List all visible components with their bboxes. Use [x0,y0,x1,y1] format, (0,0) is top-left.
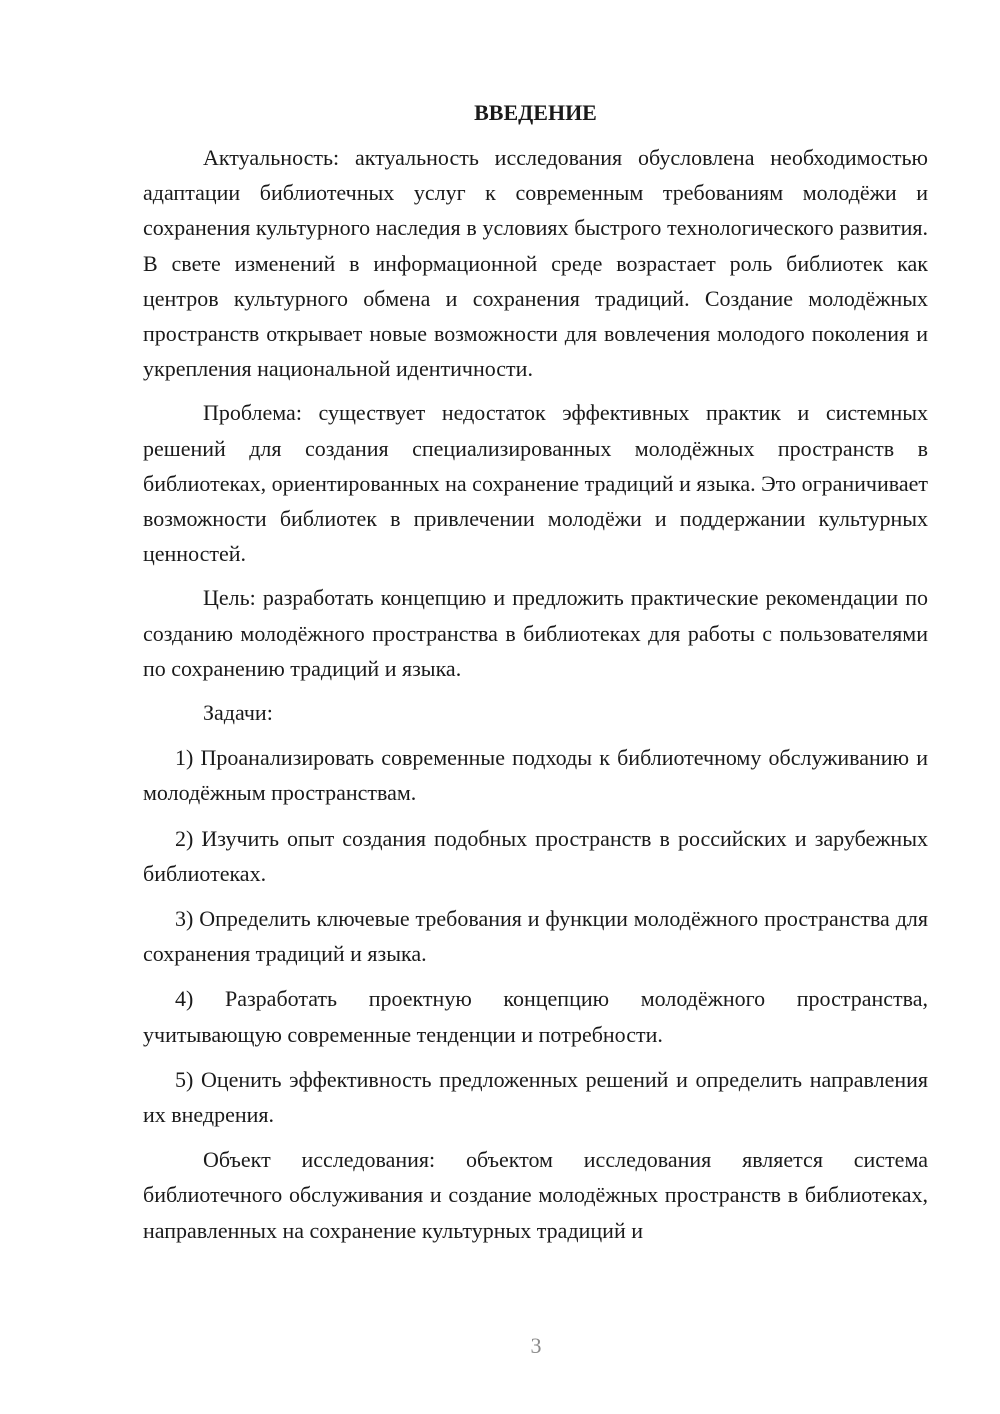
task-item-4: 4) Разработать проектную концепцию молодёжного пространства, учитывающую современные тенденции и потребности. [143,986,928,1047]
paragraph-goal: Цель: разработать концепцию и предложить практические рекомендации по созданию молодёжного пространства в библиотеках для работы с пользователями по сохранению традиций и языка. [143,585,928,681]
document-body [143,95,928,1248]
task-item-1: 1) Проанализировать современные подходы к библиотечному обслуживанию и молодёжным пространствам. [143,745,928,806]
paragraph-problem: Проблема: существует недостаток эффективных практик и системных решений для создания специализированных молодёжных пространств в библиотеках, ориентированных на сохранение традиций и языка. Это ограничивает возможности библиотек в привлечении молодёжи и поддержании культурных ценностей. [143,400,928,567]
task-item-5: 5) Оценить эффективность предложенных решений и определить направления их внедрения. [143,1066,928,1128]
section-title: ВВЕДЕНИЕ [474,100,597,125]
page-number: 3 [530,1333,542,1358]
tasks-heading: Задачи: [203,700,273,726]
task-item-3: 3) Определить ключевые требования и функции молодёжного пространства для сохранения традиций и языка. [143,906,928,967]
paragraph-object: Объект исследования: объектом исследования является система библиотечного обслуживания и создание молодёжных пространств в библиотеках, направленных на сохранение культурных традиций и [143,1147,928,1243]
paragraph-relevance: Актуальность: актуальность исследования обусловлена необходимостью адаптации библиотечных услуг к современным требованиям молодёжи и сохранения культурного наследия в условиях быстрого технологического развития. В свете изменений в информационной среде возрастает роль библиотек как центров культурного обмена и сохранения традиций. Создание молодёжных пространств открывает новые возможности для вовлечения молодого поколения и укрепления национальной идентичности. [143,145,928,382]
task-item-2: 2) Изучить опыт создания подобных пространств в российских и зарубежных библиотеках. [143,825,928,886]
